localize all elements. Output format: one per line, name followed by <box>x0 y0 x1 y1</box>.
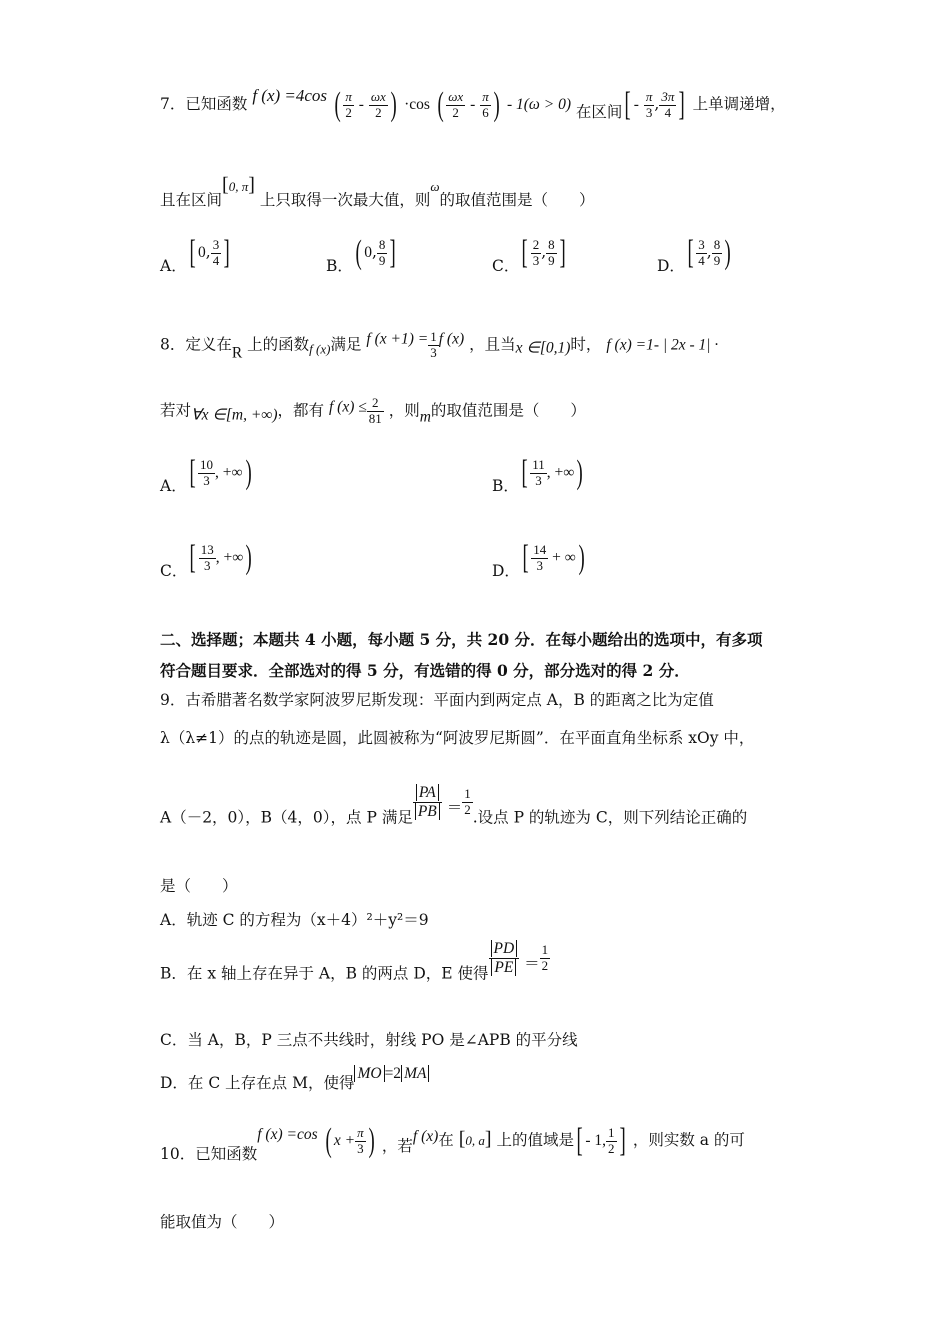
q9-option-c: C．当 A，B，P 三点不共线时，射线 PO 是∠APB 的平分线 <box>160 1031 578 1049</box>
q10-line2: 能取值为（ ） <box>160 1213 285 1231</box>
q7-option-a: A．[ 0, $\frac{3}{4}$ ] <box>160 234 230 275</box>
q9-option-b: B．在 x 轴上存在异于 A，B 的两点 D，E 使得 $\frac{PD}{PE}$ ＝ $\frac{1}{2}$ <box>160 940 549 983</box>
q8-option-b: B．[ $\frac{11}{3}$ , +∞) <box>492 454 584 495</box>
q9-line3: A（－2，0），B（4，0），点 P 满足 $\frac{PA}{PB}$ ＝ $\frac{1}{2}$ .设点 P 的轨迹为 C，则下列结论正确的 <box>160 784 748 827</box>
q8-line2: 若对∀x ∈[m, +∞)，都有 f (x) ≤ $\frac{2}{81}$ ，则m的取值范围是（ ） <box>160 395 586 426</box>
q10-line1: 10．已知函数f (x) =cos ( x + $\frac{\pi}{3}$ ) ，若f (x)在 [0, a] 上的值域是[ - 1, $\frac{1}{2}$ ] ，则实数 a 的可 <box>160 1122 745 1163</box>
q7-line1: 7．已知函数 f (x) =4cos ( $\frac{\pi}{2}$ - $\frac{\omega x}{2}$ ) ·cos ( $\frac{\omega x}{2}$ - $\frac{\pi}{6}$ ) - 1(ω > 0) 在区间[ - $\frac{\pi}{3}$ , $\frac{3\pi}{4}$ ] 上单调递增， <box>160 86 786 123</box>
section2-line1: 二、选择题；本题共 4 小题，每小题 5 分，共 20 分．在每小题给出的选项中，有多项 <box>160 630 763 649</box>
q8-option-c: C．[ $\frac{13}{3}$ , +∞) <box>160 539 253 580</box>
section2-line2: 符合题目要求．全部选对的得 5 分，有选错的得 0 分，部分选对的得 2 分． <box>160 661 690 680</box>
q8-line1: 8．定义在R 上的函数$_{f (x)}$满足 f (x +1) = $\frac{1}{3}$ f (x) ，且当x ∈[0,1)时， f (x) =1- | 2x - 1| · <box>160 329 719 362</box>
q7-option-d: D．[ $\frac{3}{4}$ , $\frac{8}{9}$ ) <box>657 234 731 275</box>
q7-intro: 7．已知函数 <box>160 95 248 113</box>
q7-option-c: C．[ $\frac{2}{3}$ , $\frac{8}{9}$ ] <box>492 234 566 275</box>
q9-line4: 是（ ） <box>160 877 238 895</box>
q7-line2: 且在区间[0, π] 上只取得一次最大值，则ω的取值范围是（ ） <box>160 174 595 209</box>
q8-option-a: A．[ $\frac{10}{3}$ , +∞) <box>160 454 252 495</box>
q9-line1: 9．古希腊著名数学家阿波罗尼斯发现：平面内到两定点 A，B 的距离之比为定值 <box>160 691 714 709</box>
q9-option-d: D．在 C 上存在点 M，使得MO =2 MA <box>160 1064 429 1093</box>
q9-option-a: A．轨迹 C 的方程为（x＋4）²＋y²＝9 <box>160 911 429 929</box>
q8-option-d: D．[ $\frac{14}{3}$ + ∞) <box>492 539 585 580</box>
q7-option-b: B．( 0, $\frac{8}{9}$ ] <box>326 234 397 275</box>
q7-func: f (x) =4cos <box>252 86 328 105</box>
q9-line2: λ（λ≠1）的点的轨迹是圆，此圆被称为“阿波罗尼斯圆”．在平面直角坐标系 xOy 中， <box>160 729 755 747</box>
